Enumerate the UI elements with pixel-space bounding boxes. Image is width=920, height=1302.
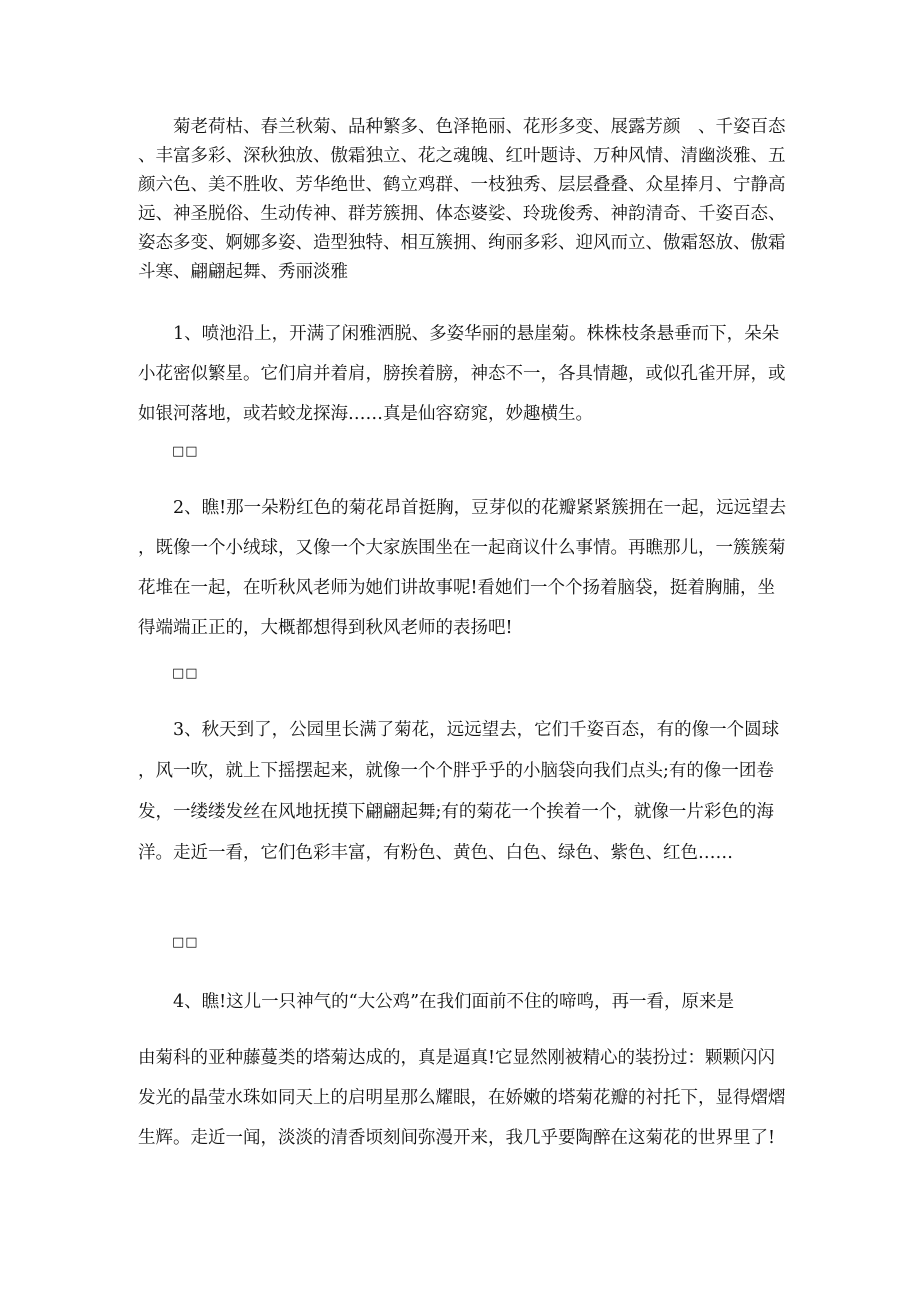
separator-marks: □□: [172, 666, 199, 681]
intro-paragraph: 菊老荷枯、春兰秋菊、品种繁多、色泽艳丽、花形多变、展露芳颜 、千姿百态、丰富多彩、深秋独放、傲霜独立、花之魂魄、红叶题诗、万种风情、清幽淡雅、五颜六色、美不胜收、芳华绝世、鹤立鸡群、一枝独秀、层层叠叠、众星捧月、宁静高远、神圣脱俗、生动传神、群芳簇拥、体态婆娑、玲珑俊秀、神韵清奇、千姿百态、姿态多变、婀娜多姿、造型独特、相互簇拥、绚丽多彩、迎风而立、傲霜怒放、傲霜斗寒、翩翩起舞、秀丽淡雅: [138, 117, 786, 282]
paragraph-4: [138, 982, 788, 1158]
paragraph-4-rest: 由菊科的亚种藤蔓类的塔菊达成的，真是逼真!它显然刚被精心的装扮过：颗颗闪闪发光的晶莹水珠如同天上的启明星那么耀眼，在娇嫩的塔菊花瓣的衬托下，显得熠熠生辉。走近一闻，淡淡的清香顷刻间弥漫开来，我几乎要陶醉在这菊花的世界里了!: [138, 1048, 786, 1148]
paragraph-2: 2、瞧!那一朵粉红色的菊花昂首挺胸，豆芽似的花瓣紧紧簇拥在一起，远远望去，既像一个小绒球，又像一个大家族围坐在一起商议什么事情。再瞧那儿，一簇簇菊花堆在一起，在听秋风老师为她们讲故事呢!看她们一个个扬着脑袋，挺着胸脯，坐得端端正正的，大概都想得到秋风老师的表扬吧!: [138, 498, 787, 638]
separator-marks: □□: [172, 935, 199, 950]
paragraph-3: 3、秋天到了，公园里长满了菊花，远远望去，它们千姿百态，有的像一个圆球，风一吹，就上下摇摆起来，就像一个个胖乎乎的小脑袋向我们点头;有的像一团卷发，一缕缕发丝在风地抚摸下翩翩起舞;有的菊花一个挨着一个，就像一片彩色的海洋。走近一看，它们色彩丰富，有粉色、黄色、白色、绿色、紫色、红色……: [138, 720, 780, 863]
paragraph-1: 1、喷池沿上，开满了闲雅洒脱、多姿华丽的悬崖菊。株株枝条悬垂而下，朵朵小花密似繁星。它们肩并着肩，膀挨着膀，神态不一，各具情趣，或似孔雀开屏，或如银河落地，或若蛟龙探海……真是仙容窈窕，妙趣横生。: [138, 324, 786, 424]
separator-marks: □□: [172, 444, 199, 459]
paragraph-4-first-line: 4、瞧!这儿一只神气的“大公鸡”在我们面前不住的啼鸣，再一看，原来是: [173, 992, 735, 1012]
